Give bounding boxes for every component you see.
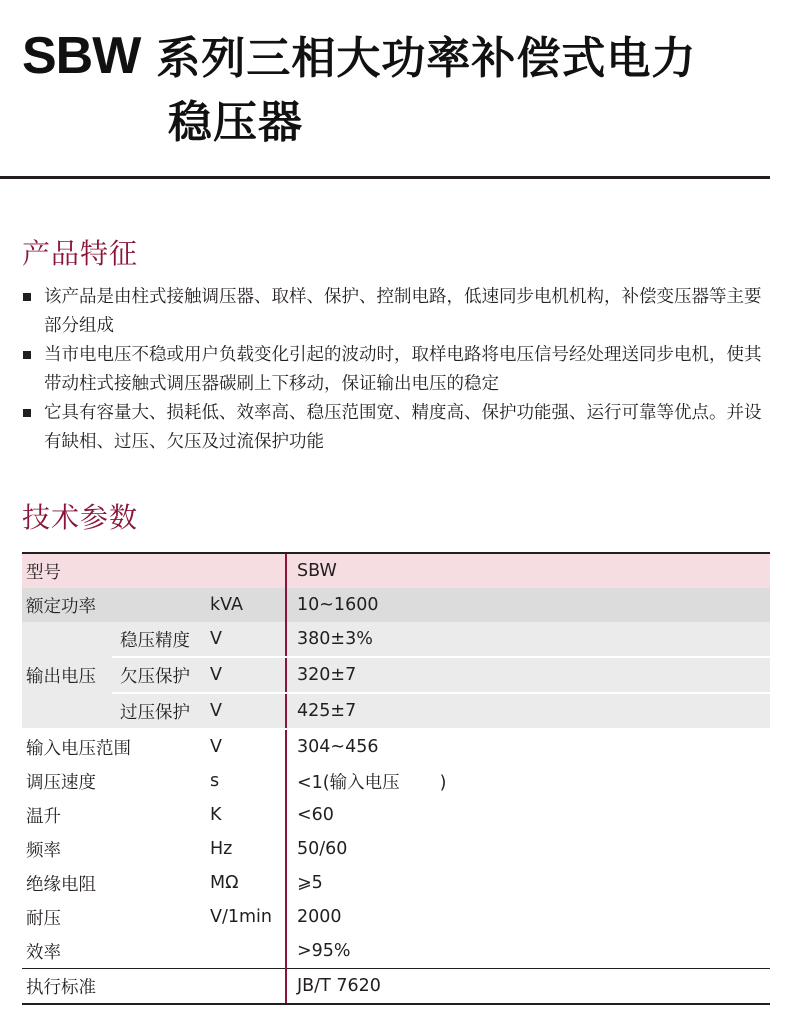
param-value: 50/60 — [286, 832, 770, 866]
param-unit: MΩ — [210, 873, 239, 893]
param-label: 频率 — [26, 840, 61, 861]
standard-value: JB/T 7620 — [286, 969, 770, 1005]
param-value: >95% — [286, 934, 770, 969]
param-value-tail: ) — [439, 772, 447, 793]
param-value: 2000 — [286, 900, 770, 934]
table-row — [22, 934, 770, 969]
param-label: 温升 — [26, 806, 61, 827]
table-row — [22, 729, 770, 764]
title-divider — [0, 176, 770, 179]
table-row — [22, 657, 770, 693]
table-row — [22, 798, 770, 832]
param-value-cell — [286, 764, 770, 798]
param-value: 320±7 — [286, 657, 770, 693]
title-line1: 系列三相大功率补偿式电力 — [156, 33, 697, 84]
table-row — [22, 622, 770, 657]
title-line2: 稳压器 — [168, 97, 303, 148]
feature-list — [22, 283, 772, 457]
param-unit: V — [206, 693, 286, 729]
rated-power-unit: kVA — [206, 588, 286, 622]
specs-heading: 技术参数 — [22, 501, 139, 534]
param-unit: V — [206, 622, 286, 657]
param-unit: K — [210, 805, 222, 825]
param-value: <1(输入电压 — [297, 772, 400, 793]
table-row — [22, 553, 770, 588]
feature-item — [22, 283, 772, 341]
title-model: SBW — [22, 27, 141, 85]
page-title — [22, 22, 782, 150]
bullet-square-icon — [23, 409, 31, 417]
feature-item — [22, 341, 772, 399]
rated-power-label: 额定功率 — [22, 588, 206, 622]
param-value: 425±7 — [286, 693, 770, 729]
param-value: 304~456 — [286, 729, 770, 764]
param-value: 380±3% — [286, 622, 770, 657]
param-label: 效率 — [26, 942, 61, 963]
model-label: 型号 — [22, 553, 286, 588]
bullet-square-icon — [23, 293, 31, 301]
standard-label: 执行标准 — [22, 969, 286, 1005]
param-unit: Hz — [210, 839, 233, 859]
feature-text: 当市电电压不稳或用户负载变化引起的波动时，取样电路将电压信号经处理送同步电机，使其带动柱式接触式调压器碳刷上下移动，保证输出电压的稳定 — [44, 345, 762, 394]
param-label: 耐压 — [26, 908, 61, 929]
model-value: SBW — [286, 553, 770, 588]
param-label: 欠压保护 — [112, 657, 206, 693]
table-row — [22, 900, 770, 934]
features-heading: 产品特征 — [22, 237, 139, 270]
param-unit: V — [206, 657, 286, 693]
param-value: ⩾5 — [286, 866, 770, 900]
table-row — [22, 866, 770, 900]
param-unit: V — [210, 737, 222, 757]
spec-table — [22, 552, 770, 1005]
param-value: <60 — [286, 798, 770, 832]
table-row — [22, 832, 770, 866]
param-label: 稳压精度 — [112, 622, 206, 657]
rated-power-value: 10~1600 — [286, 588, 770, 622]
param-unit — [206, 934, 286, 969]
feature-text: 该产品是由柱式接触调压器、取样、保护、控制电路，低速同步电机机构，补偿变压器等主要部分组成 — [44, 287, 762, 336]
param-label: 调压速度 — [26, 772, 96, 793]
table-row — [22, 969, 770, 1005]
output-voltage-label: 输出电压 — [22, 622, 112, 729]
param-label: 输入电压范围 — [26, 738, 131, 759]
param-label: 绝缘电阻 — [26, 874, 96, 895]
param-label: 过压保护 — [112, 693, 206, 729]
param-unit: s — [210, 771, 220, 791]
param-unit: V/1min — [210, 907, 273, 927]
table-row — [22, 693, 770, 729]
feature-text: 它具有容量大、损耗低、效率高、稳压范围宽、精度高、保护功能强、运行可靠等优点。并设有缺相、过压、欠压及过流保护功能 — [44, 403, 762, 452]
feature-item — [22, 399, 772, 457]
table-row — [22, 588, 770, 622]
table-row — [22, 764, 770, 798]
bullet-square-icon — [23, 351, 31, 359]
